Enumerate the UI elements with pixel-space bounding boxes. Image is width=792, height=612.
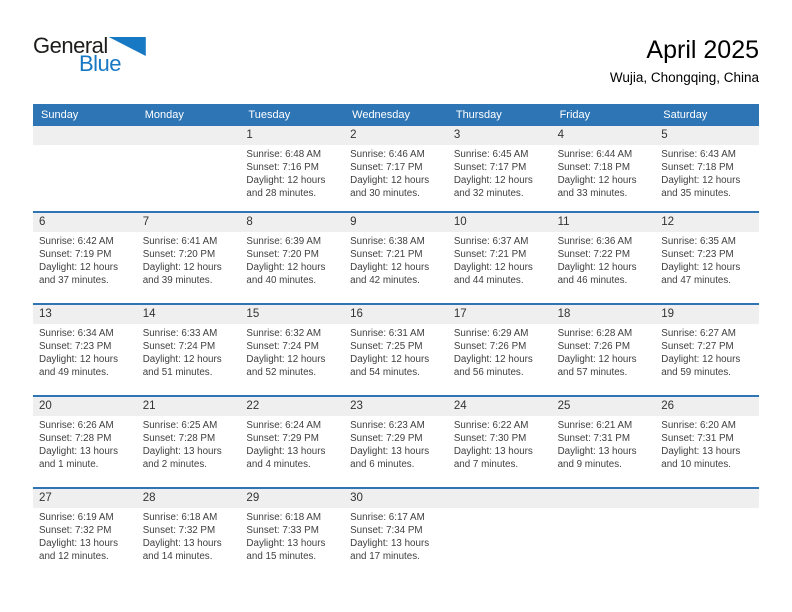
daylight-text: Daylight: 12 hours [350,354,430,365]
day-cell-apr-10 [448,213,552,303]
daylight-text-cont: and 56 minutes. [453,367,524,378]
daylight-text: Daylight: 13 hours [142,538,222,549]
daylight-text: Daylight: 12 hours [453,262,533,273]
sunset-text: Sunset: 7:18 PM [557,162,630,173]
date-number: 2 [344,126,448,145]
sunrise-text: Sunrise: 6:23 AM [350,420,425,431]
week-row-4 [33,395,759,487]
day-cell-apr-3 [448,126,552,211]
sunrise-text: Sunrise: 6:34 AM [39,328,114,339]
sun-info [655,324,759,379]
sunset-text: Sunset: 7:20 PM [142,249,216,260]
daylight-text-cont: and 39 minutes. [142,275,213,286]
sunrise-text: Sunrise: 6:17 AM [350,512,425,523]
date-number: 24 [448,397,552,416]
sun-info [344,416,448,471]
daylight-text-cont: and 4 minutes. [246,459,311,470]
sun-info [33,145,137,148]
day-cell-apr-4 [552,126,656,211]
sunset-text: Sunset: 7:26 PM [557,341,630,352]
day-cell-apr-17 [448,305,552,395]
sun-info [137,416,241,471]
date-number: 15 [240,305,344,324]
daylight-text-cont: and 52 minutes. [246,367,317,378]
sun-info [655,508,759,511]
sunset-text: Sunset: 7:32 PM [142,525,216,536]
weekday-header-row [33,104,759,126]
sunrise-text: Sunrise: 6:37 AM [453,236,529,247]
sunset-text: Sunset: 7:16 PM [246,162,319,173]
date-number: 17 [448,305,552,324]
logo-text-general: General [33,33,108,58]
day-cell-apr-25 [552,397,656,487]
day-cell-apr-14 [137,305,241,395]
sun-info [655,232,759,287]
sunrise-text: Sunrise: 6:18 AM [246,512,322,523]
daylight-text: Daylight: 13 hours [39,538,118,549]
sun-info [33,232,137,287]
sunrise-text: Sunrise: 6:42 AM [39,236,114,247]
date-number: 18 [552,305,656,324]
date-number [552,489,656,508]
sun-info [33,416,137,471]
sunrise-text: Sunrise: 6:33 AM [142,328,218,339]
daylight-text: Daylight: 12 hours [142,354,222,365]
sunrise-text: Sunrise: 6:29 AM [453,328,529,339]
sunrise-text: Sunrise: 6:36 AM [557,236,633,247]
general-blue-logo [33,33,173,76]
daylight-text-cont: and 46 minutes. [557,275,628,286]
daylight-text-cont: and 7 minutes. [453,459,519,470]
daylight-text: Daylight: 12 hours [350,175,430,186]
day-cell-apr-19 [655,305,759,395]
sunrise-text: Sunrise: 6:32 AM [246,328,322,339]
sun-info [655,416,759,471]
sun-info [655,145,759,200]
daylight-text: Daylight: 12 hours [661,354,741,365]
daylight-text: Daylight: 12 hours [453,175,533,186]
daylight-text-cont: and 57 minutes. [557,367,628,378]
date-number: 9 [344,213,448,232]
page-title: April 2025 [646,36,759,64]
week-row-3 [33,303,759,395]
daylight-text-cont: and 2 minutes. [142,459,207,470]
sun-info [448,508,552,511]
daylight-text: Daylight: 13 hours [453,446,533,457]
sun-info [344,232,448,287]
weekday-tuesday: Tuesday [248,109,291,121]
daylight-text-cont: and 59 minutes. [661,367,731,378]
day-cell-apr-15 [240,305,344,395]
daylight-text: Daylight: 12 hours [661,262,741,273]
day-cell-empty [552,489,656,579]
sunrise-text: Sunrise: 6:39 AM [246,236,322,247]
date-number [655,489,759,508]
day-cell-apr-27 [33,489,137,579]
daylight-text: Daylight: 13 hours [142,446,222,457]
date-number: 10 [448,213,552,232]
day-cell-apr-29 [240,489,344,579]
sunset-text: Sunset: 7:34 PM [350,525,423,536]
sunrise-text: Sunrise: 6:21 AM [557,420,633,431]
day-cell-apr-11 [552,213,656,303]
sunset-text: Sunset: 7:17 PM [453,162,527,173]
daylight-text-cont: and 54 minutes. [350,367,420,378]
weekday-wednesday: Wednesday [352,109,411,121]
daylight-text: Daylight: 13 hours [350,446,430,457]
weekday-thursday: Thursday [455,109,502,121]
calendar-header [610,36,759,85]
weekday-sunday: Sunday [41,109,79,121]
weekday-saturday: Saturday [663,109,708,121]
daylight-text: Daylight: 12 hours [453,354,533,365]
sunset-text: Sunset: 7:24 PM [246,341,319,352]
sunrise-text: Sunrise: 6:48 AM [246,149,322,160]
week-row-5 [33,487,759,579]
sunset-text: Sunset: 7:23 PM [39,341,112,352]
day-cell-apr-1 [240,126,344,211]
daylight-text-cont: and 35 minutes. [661,188,731,199]
daylight-text: Daylight: 12 hours [142,262,222,273]
date-number: 5 [655,126,759,145]
date-number [448,489,552,508]
sunset-text: Sunset: 7:32 PM [39,525,112,536]
date-number: 19 [655,305,759,324]
daylight-text-cont: and 49 minutes. [39,367,109,378]
sun-info [137,145,241,148]
day-cell-apr-13 [33,305,137,395]
day-cell-empty [655,489,759,579]
daylight-text-cont: and 17 minutes. [350,551,420,562]
sunrise-text: Sunrise: 6:35 AM [661,236,736,247]
daylight-text-cont: and 47 minutes. [661,275,731,286]
daylight-text-cont: and 14 minutes. [142,551,213,562]
sun-info [552,508,656,511]
daylight-text: Daylight: 12 hours [39,262,118,273]
daylight-text: Daylight: 12 hours [557,354,637,365]
sun-info [240,324,344,379]
day-cell-apr-23 [344,397,448,487]
daylight-text: Daylight: 12 hours [557,175,637,186]
daylight-text: Daylight: 12 hours [246,262,326,273]
weekday-monday: Monday [144,109,184,121]
date-number: 21 [137,397,241,416]
sunrise-text: Sunrise: 6:22 AM [453,420,529,431]
sun-info [448,416,552,471]
sunset-text: Sunset: 7:18 PM [661,162,734,173]
daylight-text: Daylight: 13 hours [661,446,741,457]
date-number: 23 [344,397,448,416]
sun-info [240,145,344,200]
week-row-2 [33,211,759,303]
day-cell-apr-6 [33,213,137,303]
day-cell-apr-2 [344,126,448,211]
sun-info [552,232,656,287]
daylight-text-cont: and 15 minutes. [246,551,317,562]
daylight-text: Daylight: 12 hours [557,262,637,273]
date-number: 29 [240,489,344,508]
date-number: 12 [655,213,759,232]
day-cell-apr-8 [240,213,344,303]
date-number: 16 [344,305,448,324]
daylight-text-cont: and 12 minutes. [39,551,109,562]
sunrise-text: Sunrise: 6:27 AM [661,328,736,339]
day-cell-empty [137,126,241,211]
daylight-text: Daylight: 13 hours [246,446,326,457]
day-cell-apr-12 [655,213,759,303]
date-number: 22 [240,397,344,416]
sunrise-text: Sunrise: 6:43 AM [661,149,736,160]
day-cell-apr-21 [137,397,241,487]
logo-text-blue: Blue [79,51,122,76]
day-cell-apr-9 [344,213,448,303]
sun-info [552,145,656,200]
date-number: 7 [137,213,241,232]
sunrise-text: Sunrise: 6:38 AM [350,236,425,247]
day-cell-empty [448,489,552,579]
sun-info [137,324,241,379]
daylight-text: Daylight: 13 hours [39,446,118,457]
sunset-text: Sunset: 7:29 PM [246,433,319,444]
sunset-text: Sunset: 7:20 PM [246,249,319,260]
sun-info [448,324,552,379]
daylight-text: Daylight: 13 hours [350,538,430,549]
date-number: 8 [240,213,344,232]
date-number: 26 [655,397,759,416]
sunset-text: Sunset: 7:22 PM [557,249,630,260]
sunset-text: Sunset: 7:25 PM [350,341,423,352]
daylight-text-cont: and 30 minutes. [350,188,420,199]
sunset-text: Sunset: 7:30 PM [453,433,527,444]
daylight-text: Daylight: 12 hours [246,354,326,365]
sunrise-text: Sunrise: 6:25 AM [142,420,218,431]
sunset-text: Sunset: 7:26 PM [453,341,527,352]
sun-info [344,145,448,200]
date-number: 25 [552,397,656,416]
sunrise-text: Sunrise: 6:41 AM [142,236,218,247]
sunset-text: Sunset: 7:23 PM [661,249,734,260]
sunrise-text: Sunrise: 6:20 AM [661,420,736,431]
date-number: 1 [240,126,344,145]
sun-info [240,232,344,287]
sun-info [344,508,448,563]
daylight-text: Daylight: 13 hours [246,538,326,549]
sunset-text: Sunset: 7:33 PM [246,525,319,536]
date-number: 14 [137,305,241,324]
sun-info [344,324,448,379]
day-cell-apr-16 [344,305,448,395]
sunset-text: Sunset: 7:21 PM [350,249,423,260]
date-number: 4 [552,126,656,145]
week-row-1 [33,126,759,211]
day-cell-apr-28 [137,489,241,579]
daylight-text-cont: and 33 minutes. [557,188,628,199]
daylight-text: Daylight: 12 hours [39,354,118,365]
daylight-text: Daylight: 13 hours [557,446,637,457]
sun-info [137,232,241,287]
sun-info [448,232,552,287]
daylight-text-cont: and 28 minutes. [246,188,317,199]
date-number [137,126,241,145]
daylight-text-cont: and 9 minutes. [557,459,622,470]
sunset-text: Sunset: 7:27 PM [661,341,734,352]
daylight-text-cont: and 40 minutes. [246,275,317,286]
sun-info [240,416,344,471]
sunset-text: Sunset: 7:24 PM [142,341,216,352]
daylight-text-cont: and 51 minutes. [142,367,213,378]
sunset-text: Sunset: 7:19 PM [39,249,112,260]
daylight-text-cont: and 1 minute. [39,459,99,470]
daylight-text: Daylight: 12 hours [350,262,430,273]
daylight-text-cont: and 6 minutes. [350,459,415,470]
day-cell-apr-18 [552,305,656,395]
sun-info [33,508,137,563]
sun-info [240,508,344,563]
sun-info [137,508,241,563]
day-cell-apr-26 [655,397,759,487]
date-number: 20 [33,397,137,416]
daylight-text: Daylight: 12 hours [246,175,326,186]
day-cell-apr-5 [655,126,759,211]
sunset-text: Sunset: 7:31 PM [661,433,734,444]
date-number: 27 [33,489,137,508]
date-number [33,126,137,145]
sunrise-text: Sunrise: 6:44 AM [557,149,633,160]
sunrise-text: Sunrise: 6:46 AM [350,149,425,160]
day-cell-apr-30 [344,489,448,579]
sunset-text: Sunset: 7:29 PM [350,433,423,444]
date-number: 30 [344,489,448,508]
sunrise-text: Sunrise: 6:45 AM [453,149,529,160]
sun-info [448,145,552,200]
daylight-text-cont: and 42 minutes. [350,275,420,286]
sunset-text: Sunset: 7:17 PM [350,162,423,173]
sunset-text: Sunset: 7:31 PM [557,433,630,444]
sunset-text: Sunset: 7:21 PM [453,249,527,260]
sun-info [552,416,656,471]
day-cell-apr-22 [240,397,344,487]
sunrise-text: Sunrise: 6:28 AM [557,328,633,339]
daylight-text-cont: and 32 minutes. [453,188,524,199]
sunrise-text: Sunrise: 6:18 AM [142,512,218,523]
weekday-friday: Friday [559,109,591,121]
sunrise-text: Sunrise: 6:26 AM [39,420,114,431]
date-number: 28 [137,489,241,508]
date-number: 3 [448,126,552,145]
day-cell-empty [33,126,137,211]
daylight-text-cont: and 37 minutes. [39,275,109,286]
day-cell-apr-7 [137,213,241,303]
sun-info [33,324,137,379]
day-cell-apr-20 [33,397,137,487]
sunset-text: Sunset: 7:28 PM [142,433,216,444]
daylight-text-cont: and 10 minutes. [661,459,731,470]
sun-info [552,324,656,379]
sunset-text: Sunset: 7:28 PM [39,433,112,444]
day-cell-apr-24 [448,397,552,487]
location-subtitle: Wujia, Chongqing, China [609,70,759,85]
sunrise-text: Sunrise: 6:24 AM [246,420,322,431]
sunrise-text: Sunrise: 6:31 AM [350,328,425,339]
daylight-text: Daylight: 12 hours [661,175,741,186]
date-number: 13 [33,305,137,324]
date-number: 6 [33,213,137,232]
sunrise-text: Sunrise: 6:19 AM [39,512,114,523]
calendar-table [33,104,759,579]
date-number: 11 [552,213,656,232]
daylight-text-cont: and 44 minutes. [453,275,524,286]
